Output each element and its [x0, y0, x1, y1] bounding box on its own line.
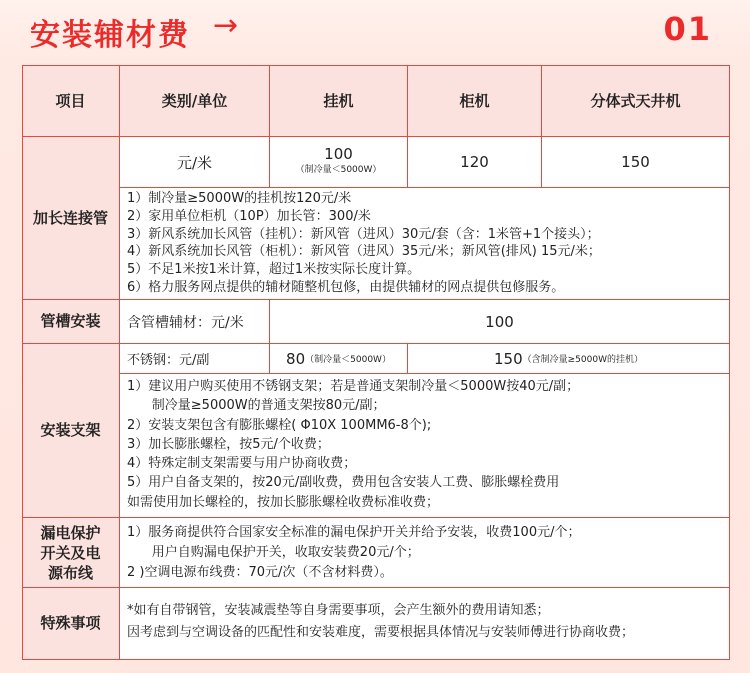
- extension-pipe-wall-note: （制冷量＜5000W）: [295, 165, 382, 175]
- extension-pipe-ceiling-price: 150: [542, 137, 730, 188]
- label-line: 漏电保护: [40, 523, 101, 542]
- col-header-wall: 挂机: [270, 65, 408, 137]
- bracket-price2-cell: [408, 344, 730, 374]
- col-header-ceiling: 分体式天井机: [542, 65, 730, 137]
- note-line: 1）服务商提供符合国家安全标准的漏电保护开关并给予安装，收费100元/个；: [127, 525, 581, 540]
- extension-pipe-unit: 元/米: [120, 137, 270, 188]
- header-banner: [0, 0, 750, 62]
- row-label-trunking: 管槽安装: [22, 300, 120, 344]
- note-line: *如有自带钢管，安装减震垫等自身需要事项，会产生额外的费用请知悉；: [127, 603, 550, 618]
- row-label-special: 特殊事项: [22, 588, 120, 660]
- note-line: 制冷量≥5000W的普通支架按80元/副；: [127, 398, 386, 414]
- note-line: 5）用户自备支架的，按20元/副收费，费用包含安装人工费、膨胀螺栓费用: [127, 475, 560, 491]
- bracket-price1-note: （制冷量＜5000W）: [305, 355, 391, 365]
- trunking-desc: 含管槽辅材：元/米: [120, 300, 270, 344]
- note-line: 1）建议用户购买使用不锈钢支架；若是普通支架制冷量＜5000W按40元/副；: [127, 379, 580, 394]
- bracket-price2: 150: [494, 349, 523, 368]
- bracket-notes: [120, 374, 730, 518]
- note-line: 1）制冷量≥5000W的挂机按120元/米: [127, 191, 352, 206]
- extension-pipe-notes: [120, 188, 730, 300]
- bracket-price1: 80: [286, 349, 306, 368]
- note-line: 3）新风系统加长风管（挂机）：新风管（进风）30元/套（含：1米管+1个接头）；: [127, 226, 600, 242]
- bracket-price1-cell: [270, 344, 408, 374]
- row-label-leakage: [22, 518, 120, 588]
- note-line: 2 )空调电源布线费：70元/次（不含材料费）。: [127, 565, 393, 580]
- fee-table: [22, 65, 730, 660]
- extension-pipe-wall-price: 100: [324, 145, 353, 163]
- bracket-unit: 不锈钢：元/副: [120, 344, 270, 374]
- section-title: 安装辅材费: [30, 18, 190, 53]
- row-label-extension-pipe: 加长连接管: [22, 137, 120, 300]
- bracket-price2-note: （含制冷量≥5000W的挂机）: [522, 355, 643, 365]
- note-line: 4）特殊定制支架需要与用户协商收费；: [127, 456, 357, 472]
- note-line: 用户自购漏电保护开关，收取安装费20元/个；: [127, 545, 420, 560]
- section-number: 01: [663, 10, 712, 48]
- note-line: 如需使用加长螺栓的，按加长膨胀螺栓收费标准收费；: [127, 494, 440, 510]
- col-header-category: 类别/单位: [120, 65, 270, 137]
- col-header-cabinet: 柜机: [408, 65, 542, 137]
- note-line: 5）不足1米按1米计算，超过1米按实际长度计算。: [127, 262, 421, 278]
- extension-pipe-cabinet-price: 120: [408, 137, 542, 188]
- row-label-bracket: 安装支架: [22, 344, 120, 518]
- arrow-right-icon: →: [213, 8, 239, 43]
- label-line: 源布线: [47, 563, 93, 582]
- special-notes: [120, 588, 730, 660]
- note-line: 因考虑到与空调设备的匹配性和安装难度，需要根据具体情况与安装师傅进行协商收费；: [127, 625, 635, 640]
- label-line: 开关及电: [40, 543, 101, 562]
- leakage-notes: [120, 518, 730, 588]
- note-line: 3）加长膨胀螺栓，按5元/个收费；: [127, 436, 330, 452]
- note-line: 2）家用单位柜机（10P）加长管：300/米: [127, 208, 371, 224]
- note-line: 2）安装支架包含有膨胀螺栓( Φ10X 100MM6-8个);: [127, 417, 432, 433]
- extension-pipe-wall-cell: [270, 137, 408, 188]
- note-line: 4）新风系统加长风管（柜机）：新风管（进风）35元/米；新风管(排风) 15元/米；: [127, 244, 601, 260]
- col-header-item: 项目: [22, 65, 120, 137]
- note-line: 6）格力服务网点提供的辅材随整机包修，由提供辅材的网点提供包修服务。: [127, 279, 565, 295]
- trunking-price: 100: [270, 300, 730, 344]
